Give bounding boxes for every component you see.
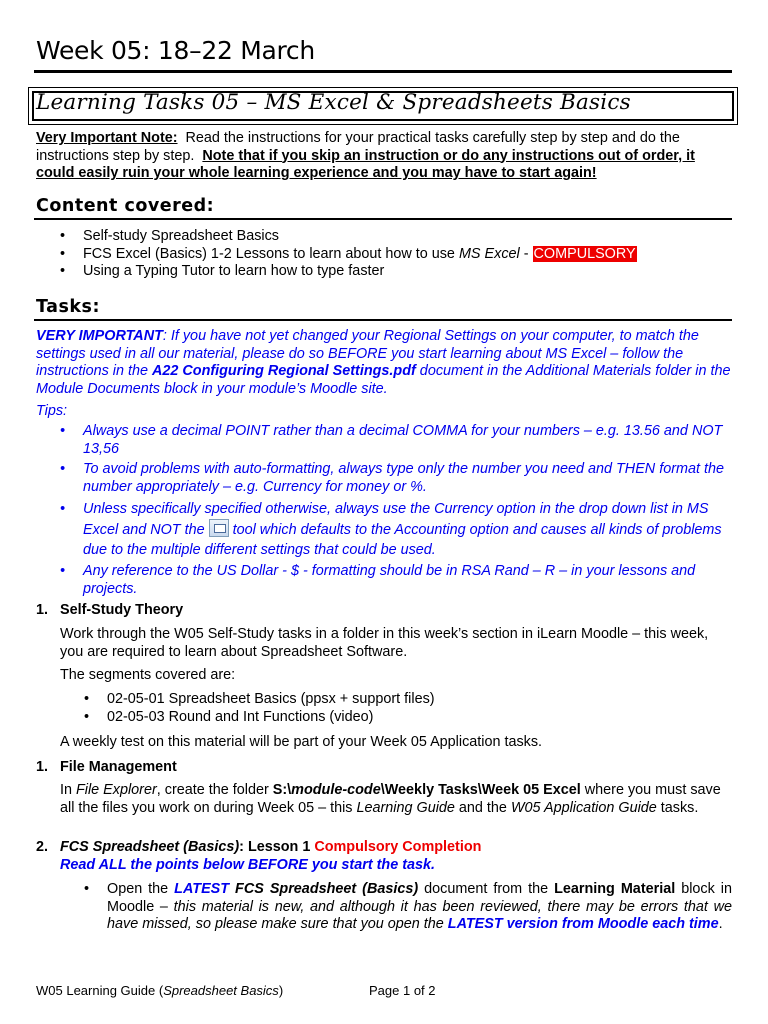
- self-study-text: Work through the W05 Self-Study tasks in a folder in this week’s section in iLearn Moodle – this week, you are required to learn about Spreadsheet Software.: [60, 626, 709, 660]
- compulsory-completion: Compulsory Completion: [314, 839, 482, 855]
- note-text-1: Read the instructions for your practical tasks carefully step by step and do the instructions step by step.: [36, 130, 680, 164]
- tasks-heading: Tasks:: [36, 297, 100, 317]
- self-study-heading: 1. Self-Study Theory: [36, 602, 184, 618]
- content-heading: Content covered:: [36, 196, 215, 216]
- tasks-rule: [34, 319, 732, 321]
- file-management-text: In File Explorer, create the folder S:\module-code\Weekly Tasks\Week 05 Excel where you must save all the files you work on during Week 05 – this Learning Guide and the W05 Application Guide tasks.: [60, 782, 721, 816]
- list-item: • Any reference to the US Dollar - $ - formatting should be in RSA Rand – R – in your lessons and projects.: [60, 563, 696, 597]
- list-item: • 02-05-01 Spreadsheet Basics (ppsx + support files): [84, 691, 435, 707]
- list-item: • Always use a decimal POINT rather than a decimal COMMA for your numbers – e.g. 13.56 and NOT 13,56: [60, 423, 723, 457]
- week-title: Week 05: 18–22 March: [36, 36, 315, 65]
- vi-doc-name: A22 Configuring Regional Settings.pdf: [151, 363, 416, 379]
- important-note: [36, 130, 732, 183]
- fcs-lesson-heading: 2. FCS Spreadsheet (Basics): Lesson 1 Compulsory Completion: [36, 839, 482, 855]
- list-item: • Using a Typing Tutor to learn how to type faster: [60, 263, 385, 279]
- content-list: [36, 228, 732, 281]
- very-important-note: VERY IMPORTANT: If you have not yet changed your Regional Settings on your computer, to match the settings used in all our material, please do so BEFORE you start learning about MS Excel – follow the instructions in the A22 Configuring Regional Settings.pdf document in the Additional Materials folder in the Module Documents block in your module’s Moodle site.: [36, 328, 731, 397]
- segments-list: [60, 691, 732, 726]
- vi-label: VERY IMPORTANT: [36, 328, 163, 344]
- list-item: • To avoid problems with auto-formatting, always type only the number you need and THEN format the number appropriately – e.g. Currency for money or %.: [60, 461, 724, 495]
- note-label: Very Important Note:: [36, 130, 178, 146]
- list-item: • 02-05-03 Round and Int Functions (video): [84, 708, 374, 725]
- compulsory-badge: COMPULSORY: [533, 245, 636, 262]
- tips-label: Tips:: [36, 403, 68, 419]
- note-text-2: Note that if you skip an instruction or do any instructions out of order, it could easily ruin your whole learning experience and you may have to start again!: [36, 147, 695, 181]
- accounting-format-icon: [209, 519, 229, 537]
- list-item: • FCS Excel (Basics) 1-2 Lessons to learn about how to use MS Excel - COMPULSORY: [60, 245, 636, 262]
- title-rule: [34, 70, 732, 73]
- segments-label: The segments covered are:: [60, 667, 236, 683]
- footer-page-number: Page 1 of 2: [369, 983, 436, 998]
- weekly-test-note: A weekly test on this material will be part of your Week 05 Application tasks.: [60, 734, 543, 750]
- read-all-note: Read ALL the points below BEFORE you start the task.: [60, 857, 436, 873]
- learning-tasks-banner: [28, 87, 738, 125]
- file-management-heading: 1. File Management: [36, 759, 177, 775]
- fcs-steps-list: [60, 881, 732, 934]
- footer-doc-title: W05 Learning Guide (Spreadsheet Basics): [36, 983, 284, 998]
- list-item: • Unless specifically specified otherwise, always use the Currency option in the drop down list in MS Excel and NOT the tool which defaults to the Accounting option and causes all kinds of problems due to the multiple different settings that could be used.: [60, 501, 722, 558]
- banner-title: Learning Tasks 05 – MS Excel & Spreadsheets Basics: [36, 90, 631, 115]
- list-item: • Self-study Spreadsheet Basics: [60, 228, 279, 244]
- content-rule: [34, 218, 732, 220]
- tips-list: [36, 423, 732, 601]
- list-item: • Open the LATEST FCS Spreadsheet (Basics) document from the Learning Material block in Moodle – this material is new, and although it has been reviewed, there may be errors that we have missed, so please make sure that you open the LATEST version from Moodle each time.: [84, 881, 732, 932]
